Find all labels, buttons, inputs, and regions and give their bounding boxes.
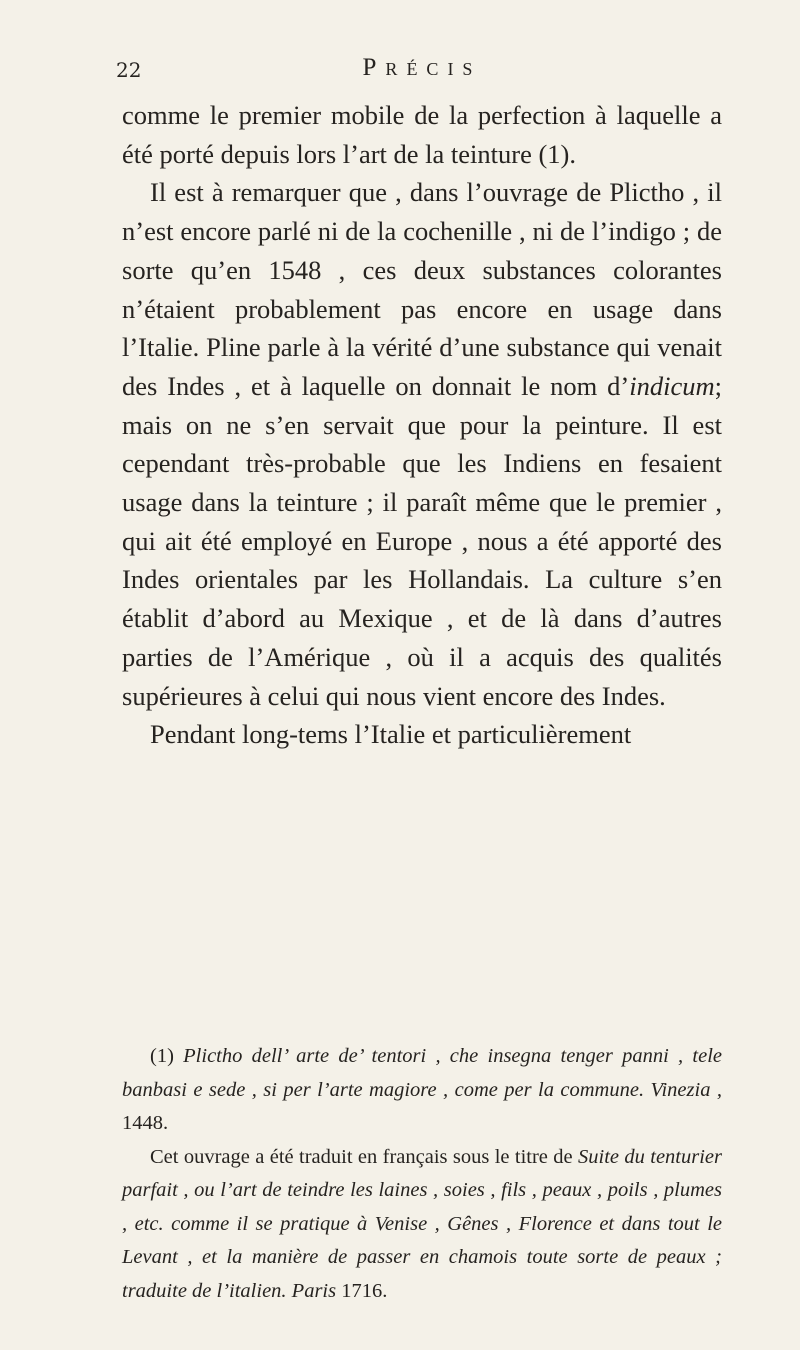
paragraph-2-part-2: ; mais on ne s’en servait que pour la peinture. Il est cependant très-probable que les Indiens en fesaient usage dans la teinture ; il paraît même que le premier , qui ait été employé en Europe , nous a été apporté des Indes orientales par les Hollandais. La culture s’en établit d’abord au Mexique , et de là dans d’autres parties de l’Amérique , où il a acquis des qualités supérieures à celui qui nous vient encore des Indes. bbox=[122, 370, 722, 711]
footnote-title-italian: Plictho dell’ arte de’ tentori , che insegna tenger panni , tele banbasi e sede , si per l’arte magiore , come per la commune. Vinezia , bbox=[122, 1045, 723, 1101]
italic-term-indicum: indicum bbox=[629, 370, 715, 401]
page-header bbox=[116, 54, 722, 98]
footnote-1-continuation bbox=[122, 1141, 722, 1309]
main-text bbox=[122, 96, 722, 754]
footnote-title-french: Suite du tenturier parfait , ou l’art de teindre les laines , soies , fils , peaux , poils , plumes , etc. comme il se pratique à Venise , Gênes , Florence et dans tout le Levant , et la manière de passer en chamois toute sorte de peaux ; traduite de l’italien. Paris bbox=[122, 1145, 723, 1302]
footnote-marker: (1) bbox=[150, 1045, 174, 1067]
paragraph-2-part-1: Il est à remarquer que , dans l’ouvrage de Plictho , il n’est encore parlé ni de la cochenille , ni de l’indigo ; de sorte qu’en 1548 , ces deux substances colorantes n’étaient probablement pas encore en usage dans l’Italie. Pline parle à la vérité d’une substance qui venait des Indes , et à laquelle on donnait le nom d’ bbox=[122, 177, 722, 401]
page-number: 22 bbox=[116, 58, 142, 82]
footnote-year: 1448. bbox=[122, 1112, 169, 1134]
footnote-1 bbox=[122, 1040, 722, 1141]
footnote-translation-intro: Cet ouvrage a été traduit en français sous le titre de bbox=[150, 1145, 573, 1168]
footnote-translation-year: 1716. bbox=[341, 1279, 388, 1302]
footnotes bbox=[122, 1040, 722, 1308]
paragraph-1: comme le premier mobile de la perfection à laquelle a été porté depuis lors l’art de la teinture (1). bbox=[122, 100, 722, 169]
paragraph-3: Pendant long-tems l’Italie et particulièrement bbox=[150, 719, 632, 750]
running-title: Précis bbox=[362, 54, 482, 81]
paragraph-2 bbox=[122, 173, 722, 715]
